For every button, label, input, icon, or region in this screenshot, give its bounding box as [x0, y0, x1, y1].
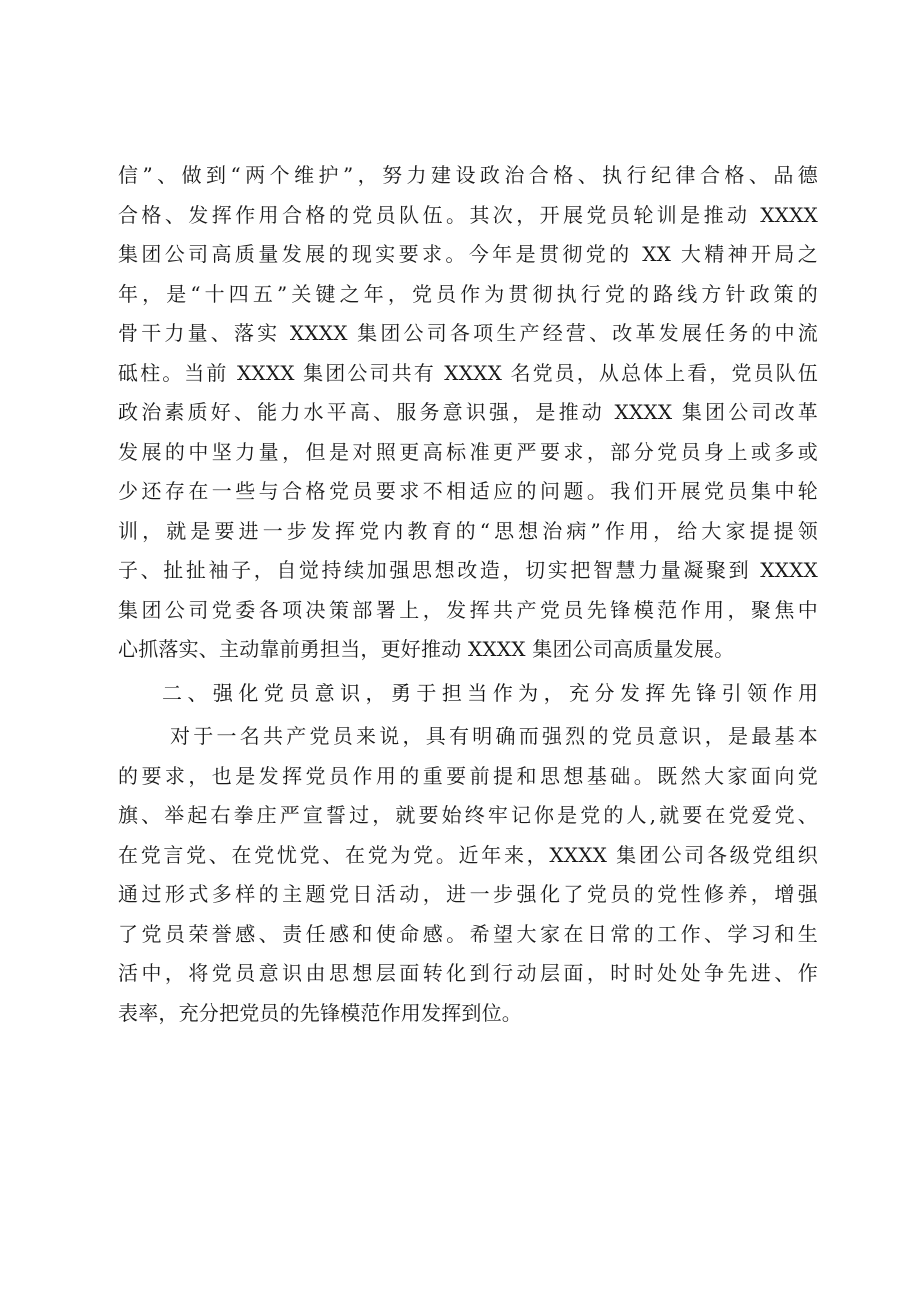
text-line: 少还存在一些与合格党员要求不相适应的问题。我们开展党员集中轮 — [118, 479, 818, 503]
text-line: 的要求，也是发挥党员作用的重要前提和思想基础。既然大家面向党 — [118, 763, 818, 788]
text-line: 集团公司党委各项决策部署上，发挥共产党员先锋模范作用，聚焦中 — [118, 597, 818, 622]
paragraph-2 — [118, 717, 818, 1033]
text-line: 合格、发挥作用合格的党员队伍。其次，开展党员轮训是推动 XXXX — [118, 202, 818, 227]
text-line: 信”、做到“两个维护”，努力建设政治合格、执行纪律合格、品德 — [118, 163, 818, 187]
text-line: 对于一名共产党员来说，具有明确而强烈的党员意识，是最基本 — [170, 724, 818, 748]
text-line: 旗、举起右拳庄严宣誓过，就要始终牢记你是党的人,就要在党爱党、 — [118, 803, 818, 827]
section-heading: 二、强化党员意识，勇于担当作为，充分发挥先锋引领作用 — [162, 680, 818, 705]
text-line: 砥柱。当前 XXXX 集团公司共有 XXXX 名党员，从总体上看，党员队伍 — [118, 360, 818, 385]
text-line: 表率，充分把党员的先锋模范作用发挥到位。 — [118, 1000, 522, 1025]
text-line: 在党言党、在党忧党、在党为党。近年来，XXXX 集团公司各级党组织 — [118, 842, 818, 867]
text-line: 政治素质好、能力水平高、服务意识强，是推动 XXXX 集团公司改革 — [118, 400, 818, 424]
text-line: 心抓落实、主动靠前勇担当，更好推动 XXXX 集团公司高质量发展。 — [118, 637, 735, 661]
text-line: 活中，将党员意识由思想层面转化到行动层面，时时处处争先进、作 — [118, 961, 818, 985]
text-line: 通过形式多样的主题党日活动，进一步强化了党员的党性修养，增强 — [118, 882, 818, 906]
text-line: 骨干力量、落实 XXXX 集团公司各项生产经营、改革发展任务的中流 — [118, 321, 818, 345]
document-body — [118, 156, 818, 1033]
text-line: 集团公司高质量发展的现实要求。今年是贯彻党的 XX 大精神开局之 — [118, 242, 818, 266]
paragraph-1 — [118, 156, 818, 670]
text-line: 年，是“十四五”关键之年，党员作为贯彻执行党的路线方针政策的 — [118, 281, 818, 306]
text-line: 训，就是要进一步发挥党内教育的“思想治病”作用，给大家提提领 — [118, 518, 818, 543]
text-line: 子、扯扯袖子，自觉持续加强思想改造，切实把智慧力量凝聚到 XXXX — [118, 558, 818, 582]
text-line: 了党员荣誉感、责任感和使命感。希望大家在日常的工作、学习和生 — [118, 921, 818, 946]
text-line: 发展的中坚力量，但是对照更高标准更严要求，部分党员身上或多或 — [118, 439, 818, 464]
